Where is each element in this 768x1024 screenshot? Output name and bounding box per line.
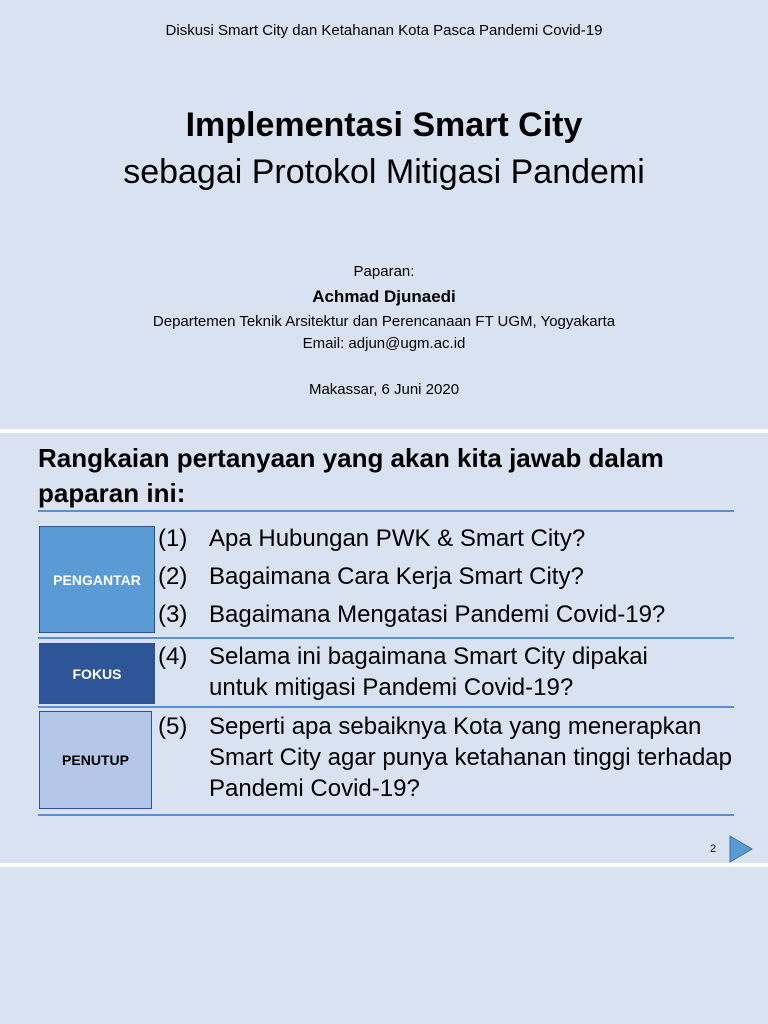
presented-by-label: Paparan: — [353, 263, 415, 280]
presentation-header: Diskusi Smart City dan Ketahanan Kota Pasca Pandemi Covid-19 — [165, 22, 603, 39]
question-number: (3) — [158, 601, 188, 628]
slide-title: Implementasi Smart City — [185, 106, 583, 144]
divider-2 — [38, 706, 734, 708]
divider-1 — [38, 637, 734, 639]
question-text: Bagaimana Mengatasi Pandemi Covid-19? — [209, 601, 666, 628]
slide-3-partial — [0, 867, 768, 1024]
question-number: (5) — [158, 713, 188, 740]
questions-title: Rangkaian pertanyaan yang akan kita jawab dalam paparan ini: — [38, 443, 664, 508]
slide-subtitle: sebagai Protokol Mitigasi Pandemi — [123, 153, 645, 191]
department: Departemen Teknik Arsitektur dan Perencanaan FT UGM, Yogyakarta — [152, 313, 616, 330]
divider-bottom — [38, 814, 734, 816]
play-triangle-icon[interactable] — [729, 835, 753, 863]
slide-1 — [0, 0, 768, 429]
question-number: (2) — [158, 563, 188, 590]
question-text: Selama ini bagaimana Smart City dipakai untuk mitigasi Pandemi Covid-19? — [209, 643, 648, 701]
author-email: Email: adjun@ugm.ac.id — [302, 335, 466, 352]
question-number: (1) — [158, 525, 188, 552]
author-name: Achmad Djunaedi — [312, 287, 456, 306]
location-date: Makassar, 6 Juni 2020 — [308, 381, 460, 398]
divider-top — [38, 510, 734, 512]
question-text: Apa Hubungan PWK & Smart City? — [209, 525, 586, 552]
question-number: (4) — [158, 643, 188, 670]
question-text: Seperti apa sebaiknya Kota yang menerapkan Smart City agar punya ketahanan tinggi terhadap Pandemi Covid-19? — [209, 713, 732, 802]
question-text: Bagaimana Cara Kerja Smart City? — [209, 563, 584, 590]
section-penutup-badge: PENUTUP — [39, 711, 152, 809]
section-pengantar-badge: PENGANTAR — [39, 526, 155, 633]
page-number: 2 — [710, 843, 717, 855]
section-fokus-badge: FOKUS — [39, 643, 155, 704]
